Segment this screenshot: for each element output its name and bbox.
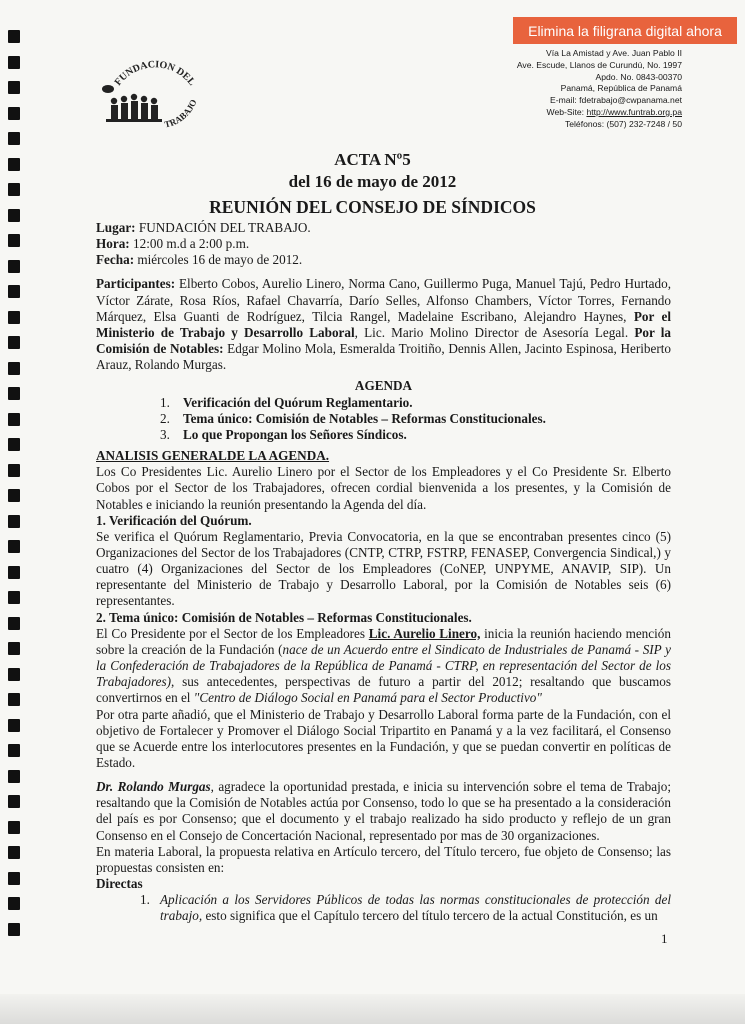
- address-phones: Teléfonos: (507) 232-7248 / 50: [564, 118, 682, 129]
- meta-lugar: [96, 220, 671, 236]
- binding-hole: [8, 744, 20, 757]
- website-label: Web-Site:: [546, 106, 587, 117]
- text: esto significa que el Capítulo tercero del título tercero de la actual Constitución, es un: [202, 908, 658, 924]
- text: , agradece la oportunidad prestada, e inicia su intervención sobre el tema de Trabajo; resaltando que la Comisión de Notables actúa por Consenso, todo lo que se ha presentado a la consideración del país es por Consenso; que el documento y el trabajo realizado ha sido producto y reflejo de un gran Consenso en el Consejo de Concertación Nacional, representado por mas de 30 organizaciones.: [96, 779, 672, 843]
- address-website: [442, 107, 682, 119]
- binding-hole: [8, 923, 20, 936]
- binding-hole: [8, 311, 20, 324]
- agenda-item-number: 3.: [160, 426, 170, 442]
- meta-fecha: [96, 252, 671, 268]
- meeting-title: REUNIÓN DEL CONSEJO DE SÍNDICOS: [209, 197, 536, 217]
- lugar-label: Lugar:: [96, 220, 136, 235]
- agenda-title: [96, 378, 671, 394]
- meta-hora: [96, 236, 671, 252]
- binding-hole: [8, 387, 20, 400]
- commission-text: Edgar Molino Mola, Esmeralda Troitiño, Dennis Allen, Jacinto Espinosa, Heriberto Arauz, Rolando Murgas.: [96, 341, 672, 373]
- text: inicia la reunión haciendo mención sobre la creación de la Fundación (: [96, 625, 671, 657]
- directas-text: Directas: [96, 876, 143, 892]
- directas-heading: [96, 876, 671, 892]
- binding-hole: [8, 132, 20, 145]
- agenda-item: [160, 427, 671, 443]
- agenda-item: [160, 395, 671, 411]
- fecha-value: miércoles 16 de mayo de 2012.: [134, 252, 303, 268]
- intro-paragraph: Los Co Presidentes Lic. Aurelio Linero por el Sector de los Empleadores y el Co Presidente Sr. Elberto Cobos por el Sector de los Trabajadores, ofrecen cordial bienvenida a los presentes, y la Comisión de Notables e iniciando la reunión presentando la Agenda del día.: [96, 464, 671, 512]
- binding-hole: [8, 515, 20, 528]
- fundacion-logo: [100, 44, 210, 130]
- speaker-name: Dr. Rolando Murgas: [96, 779, 211, 795]
- acta-title: ACTA Nº5: [334, 150, 411, 169]
- binding-hole: [8, 489, 20, 502]
- agenda-item-number: 2.: [160, 410, 170, 426]
- binding-hole: [8, 668, 20, 681]
- commission-label: Por la Comisión de Notables:: [96, 324, 671, 357]
- remove-watermark-button[interactable]: Elimina la filigrana digital ahora: [513, 17, 737, 44]
- speaker-name: Lic. Aurelio Linero,: [368, 625, 481, 641]
- ministry-text: , Lic. Mario Molino Director de Asesoría Legal.: [354, 324, 635, 340]
- binding-hole: [8, 566, 20, 579]
- participants-names: Elberto Cobos, Aurelio Linero, Norma Cano, Guillermo Puga, Manuel Tajú, Pedro Hurtado, Víctor Zárate, Rosa Ríos, Rafael Chavarría, Darío Selles, Alfonso Chambers, Víctor Torres, Fernando Márquez, Elsa Guanti de Rodríguez, Tilcia Rangel, Madelaine Escribano, Alejandro Haynes,: [96, 276, 671, 324]
- agenda-list: [160, 395, 671, 443]
- document-body: [96, 220, 671, 925]
- binding-hole: [8, 234, 20, 247]
- address-line: Panamá, República de Panamá: [560, 83, 682, 94]
- address-line: Vía La Amistad y Ave. Juan Pablo II: [546, 48, 682, 58]
- participants-label: Participantes:: [96, 276, 176, 292]
- binding-hole: [8, 591, 20, 604]
- svg-text:TRABAJO: TRABAJO: [163, 97, 199, 130]
- binding-hole: [8, 260, 20, 273]
- section-1-paragraph: Se verifica el Quórum Reglamentario, Previa Convocatoria, en la que se encontraban presentes cinco (5) Organizaciones del Sector de los Trabajadores (CNTP, CTRP, FSTRP, FENASEP, Convergencia Sindical,) y cuatro (4) Organizaciones del Sector de los Empleadores (CoNEP, UNPYME, ANAVIP, SIP). Un representante del Ministerio de Trabajo y Desarrollo Laboral, por la Comisión de Notables seis (6) representantes.: [96, 528, 671, 609]
- page-edge-shadow: [0, 994, 745, 1024]
- section-2-paragraph-1: [96, 626, 671, 707]
- binding-hole: [8, 642, 20, 655]
- agenda-item-text: Lo que Propongan los Señores Síndicos.: [183, 426, 407, 442]
- text: El Co Presidente por el Sector de los Empleadores: [96, 625, 369, 641]
- analysis-heading: [96, 448, 671, 464]
- address-line: Apdo. No. 0843-00370: [595, 71, 682, 82]
- binding-hole: [8, 872, 20, 885]
- section-2-heading: 2. Tema único: Comisión de Notables – Reformas Constitucionales.: [96, 609, 472, 625]
- binding-hole: [8, 770, 20, 783]
- agenda-item-text: Tema único: Comisión de Notables – Reformas Constitucionales.: [183, 410, 546, 426]
- agenda-item-number: 1.: [160, 394, 170, 410]
- quote-text: "Centro de Diálogo Social en Panamá para el Sector Productivo": [193, 690, 542, 706]
- agenda-item-text: Verificación del Quórum Reglamentario.: [183, 394, 413, 410]
- binding-hole: [8, 719, 20, 732]
- binding-hole: [8, 81, 20, 94]
- italic-text: Aplicación a los Servidores Públicos de todas las normas constitucionales de protección del trabajo,: [160, 892, 671, 924]
- address-email: E-mail: fdetrabajo@cwpanama.net: [550, 95, 682, 106]
- section-1-heading: 1. Verificación del Quórum.: [96, 512, 252, 528]
- binding-hole: [8, 413, 20, 426]
- organization-address: [442, 48, 682, 131]
- hora-value: 12:00 m.d a 2:00 p.m.: [129, 236, 250, 252]
- page-number: 1: [661, 931, 668, 946]
- agenda-title-text: AGENDA: [354, 378, 413, 394]
- agenda-item: [160, 411, 671, 427]
- binding-hole: [8, 107, 20, 120]
- svg-text:FUNDACION DEL: FUNDACION DEL: [112, 59, 198, 88]
- binding-hole: [8, 795, 20, 808]
- address-line: Ave. Escude, Llanos de Curundú, No. 1997: [516, 59, 682, 70]
- binding-hole: [8, 56, 20, 69]
- section-2-paragraph-2: Por otra parte añadió, que el Ministerio de Trabajo y Desarrollo Laboral forma parte de la Fundación, con el objetivo de Fortalecer y Promover el Diálogo Social Tripartito en Panamá y a la vez facilitará, el Consenso que se Acuerde entre los interlocutores presentes en la Fundación, y que se puedan convertir en políticas de Estado.: [96, 706, 671, 770]
- participants-paragraph: [96, 276, 671, 373]
- hora-label: Hora:: [96, 236, 130, 252]
- text: , sus antecedentes, perspectivas de futuro a partir del 2012; resaltando que buscamos convertirnos en el: [96, 674, 671, 706]
- website-link[interactable]: http://www.funtrab.org.pa: [586, 106, 682, 117]
- binding-hole: [8, 821, 20, 834]
- binding-hole: [8, 438, 20, 451]
- binding-hole: [8, 30, 20, 43]
- acta-date: del 16 de mayo de 2012: [288, 172, 457, 191]
- binding-hole: [8, 540, 20, 553]
- list-item-number: 1.: [140, 892, 150, 908]
- italic-text: nace de un Acuerdo entre el Sindicato de Industriales de Panamá - SIP y la Confederación de Trabajadores de la República de Panamá - CTRP, en representación del Sector de los Trabajadores): [96, 641, 671, 690]
- binding-hole: [8, 693, 20, 706]
- binding-hole: [8, 617, 20, 630]
- fecha-label: Fecha:: [96, 252, 135, 268]
- analysis-heading-text: ANALISIS GENERALDE LA AGENDA.: [96, 448, 330, 464]
- section-2-paragraph-3: [96, 779, 671, 844]
- binding-hole: [8, 362, 20, 375]
- lugar-value: FUNDACIÓN DEL TRABAJO.: [135, 220, 311, 235]
- binding-hole: [8, 464, 20, 477]
- list-item-text: [160, 892, 671, 924]
- binding-hole: [8, 285, 20, 298]
- section-2-paragraph-4: En materia Laboral, la propuesta relativa en Artículo tercero, del Título tercero, fue objeto de Consenso; las propuestas consisten en:: [96, 843, 671, 875]
- binding-hole: [8, 897, 20, 910]
- ministry-label: Por el Ministerio de Trabajo y Desarrollo Laboral: [96, 308, 672, 340]
- list-item: [140, 892, 671, 924]
- binding-hole: [8, 336, 20, 349]
- binding-hole: [8, 846, 20, 859]
